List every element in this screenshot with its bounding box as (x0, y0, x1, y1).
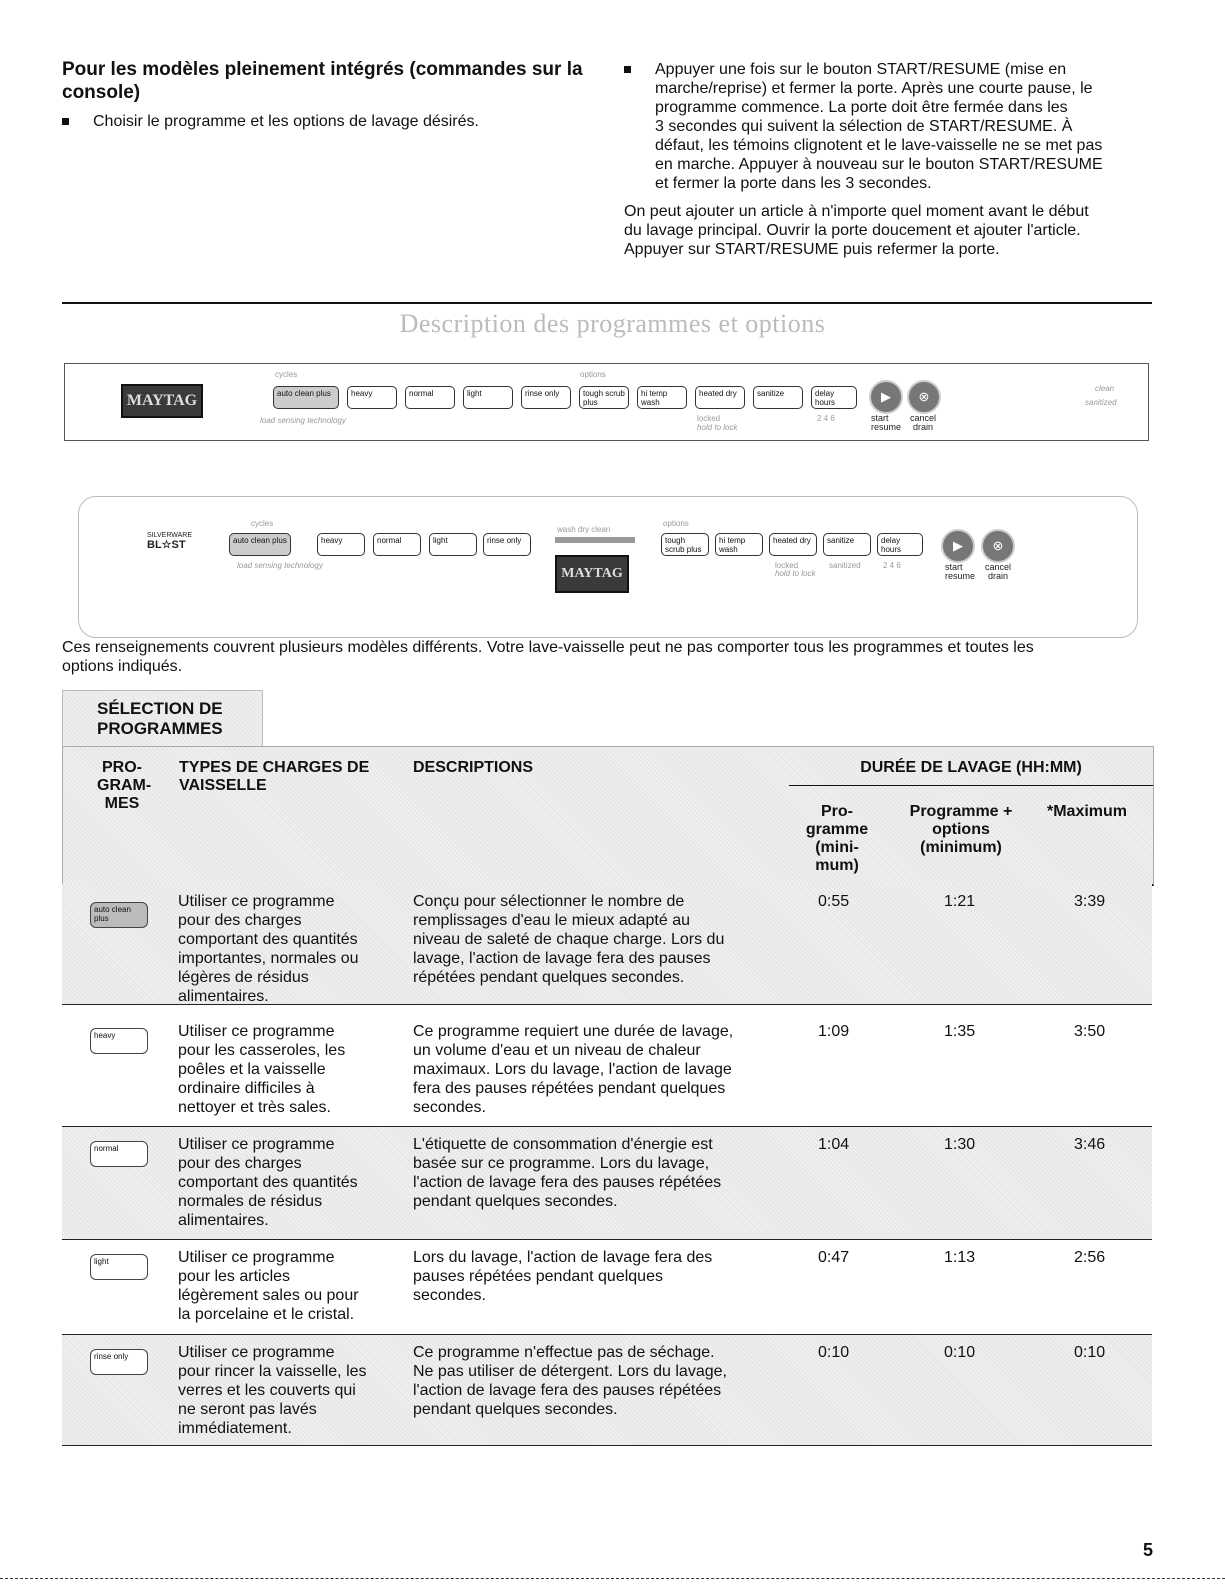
paragraph (624, 202, 1154, 260)
locked-label: locked (775, 561, 799, 570)
header-duration: DURÉE DE LAVAGE (HH:MM) (860, 759, 1082, 776)
table-row (62, 884, 1152, 1005)
control-panel-console (64, 363, 1149, 441)
option-button-sanitize[interactable]: sanitize (823, 533, 871, 556)
text-line: pendant quelques secondes. (413, 1193, 618, 1210)
text-line: Ne pas utiliser de détergent. Lors du lavage, (413, 1363, 727, 1380)
load-types-cell (178, 892, 359, 1006)
text-line: poêles et la vaisselle (178, 1061, 326, 1078)
drain-label: drain (913, 422, 934, 432)
blast-label: BL☆ST (147, 539, 186, 551)
text-line: pour des charges (178, 1155, 302, 1172)
option-button-sanitize[interactable]: sanitize (753, 386, 803, 409)
text-line: en marche. Appuyer à nouveau sur le bouton START/RESUME (655, 156, 1103, 173)
text-line: Ce programme requiert une durée de lavage, (413, 1023, 734, 1040)
description-cell (413, 1022, 733, 1117)
text-line: Utiliser ce programme (178, 893, 335, 910)
text-line: alimentaires. (178, 1212, 269, 1229)
text-line: comportant des quantités (178, 931, 358, 948)
clean-indicator-label: clean (1095, 384, 1115, 393)
text-line: Utiliser ce programme (178, 1249, 335, 1266)
text-line: secondes. (413, 1287, 486, 1304)
start-resume-button[interactable]: ▶ (941, 529, 975, 563)
header-descriptions: DESCRIPTIONS (413, 759, 534, 776)
hold-to-lock-label: hold to lock (775, 569, 816, 578)
normal-button-icon: normal (90, 1141, 148, 1167)
cycle-button-auto-clean-plus[interactable]: auto clean plus (273, 386, 339, 409)
cycle-button-heavy[interactable]: heavy (347, 386, 397, 409)
locked-label: locked (697, 414, 721, 423)
cycle-button-normal[interactable]: normal (373, 533, 421, 556)
options-label: options (580, 370, 606, 379)
cancel-drain-button[interactable]: ⊗ (981, 529, 1015, 563)
cycle-button-light[interactable]: light (429, 533, 477, 556)
duration-with-options: 0:10 (944, 1344, 976, 1361)
cycle-button-rinse-only[interactable]: rinse only (483, 533, 531, 556)
cycle-button-normal[interactable]: normal (405, 386, 455, 409)
header-line: PRO- (102, 759, 142, 776)
option-button-tough-scrub-plus[interactable]: tough scrub plus (661, 533, 709, 556)
duration-minimum: 0:10 (818, 1344, 850, 1361)
text-line: répétées pendant quelques secondes. (413, 969, 685, 986)
text-line: importantes, normales ou (178, 950, 359, 967)
duration-with-options: 1:21 (944, 893, 976, 910)
resume-label: resume (945, 571, 976, 581)
header-maximum: *Maximum (1047, 803, 1128, 820)
text-line: Appuyer une fois sur le bouton START/RESUME (mise en (655, 61, 1067, 78)
page-number: 5 (1142, 1540, 1153, 1560)
bullet-item (62, 112, 602, 134)
cycle-button-auto-clean-plus[interactable]: auto clean plus (229, 533, 291, 556)
text-line: maximaux. Lors du lavage, l'action de lavage (413, 1061, 732, 1078)
description-cell (413, 1135, 721, 1211)
load-types-cell (178, 1343, 367, 1438)
text-line: Utiliser ce programme (178, 1136, 335, 1153)
bullet-text: Choisir le programme et les options de lavage désirés. (93, 113, 479, 130)
duration-maximum: 3:46 (1074, 1136, 1106, 1153)
text-line: options indiqués. (62, 658, 183, 676)
selection-heading-box (62, 690, 263, 748)
text-line: comportant des quantités (178, 1174, 358, 1191)
duration-maximum: 0:10 (1074, 1344, 1106, 1361)
duration-minimum: 1:04 (818, 1136, 850, 1153)
sanitized-indicator-label: sanitized (1085, 398, 1117, 407)
text-line: L'étiquette de consommation d'énergie est (413, 1136, 713, 1153)
text-line: Appuyer sur START/RESUME puis refermer la porte. (624, 241, 1000, 259)
bullet-square-icon (62, 118, 69, 125)
cancel-label: cancel (985, 562, 1012, 572)
header-line: Programme + (909, 803, 1013, 820)
text-line: fera des pauses répétées pendant quelques (413, 1080, 726, 1097)
header-line: VAISSELLE (179, 777, 267, 794)
section-title: Description des programmes et options (399, 309, 826, 338)
option-button-hi-temp-wash[interactable]: hi temp wash (715, 533, 763, 556)
intro-paragraph (62, 638, 1162, 676)
header-line: (minimum) (920, 839, 1002, 856)
status-indicator-bar (555, 537, 635, 543)
light-button-icon: light (90, 1254, 148, 1280)
text-line: On peut ajouter un article à n'importe quel moment avant le début (624, 203, 1089, 220)
text-line: alimentaires. (178, 988, 269, 1005)
header-line: Pro- (821, 803, 853, 820)
resume-label: resume (871, 422, 902, 432)
text-line: Ce programme n'effectue pas de séchage. (413, 1344, 715, 1361)
text-line: normales de résidus (178, 1193, 323, 1210)
text-line: pour des charges (178, 912, 302, 929)
options-label: options (663, 519, 689, 528)
text-line: verres et les couverts qui (178, 1382, 356, 1399)
duration-with-options: 1:35 (944, 1023, 976, 1040)
rinse-only-button-icon: rinse only (90, 1349, 148, 1375)
start-label: start (945, 562, 963, 572)
option-button-heated-dry[interactable]: heated dry (695, 386, 745, 409)
header-line: options (932, 821, 990, 838)
page-bottom-rule (0, 1578, 1225, 1581)
text-line: pour les casseroles, les (178, 1042, 346, 1059)
text-line: niveau de saleté de chaque charge. Lors du (413, 931, 725, 948)
duration-with-options: 1:30 (944, 1136, 976, 1153)
option-button-delay-hours[interactable]: delay hours (811, 386, 857, 409)
text-line: Conçu pour sélectionner le nombre de (413, 893, 685, 910)
duration-minimum: 0:55 (818, 893, 850, 910)
text-line: ne seront pas lavés (178, 1401, 317, 1418)
description-cell (413, 1343, 727, 1419)
cycles-label: cycles (251, 519, 274, 528)
duration-maximum: 2:56 (1074, 1249, 1106, 1266)
cycle-button-light[interactable]: light (463, 386, 513, 409)
text-line: programme commence. La porte doit être fermée dans les (655, 99, 1068, 116)
silverware-label: SILVERWARE (147, 532, 192, 539)
load-types-cell (178, 1022, 345, 1117)
load-types-cell (178, 1248, 359, 1324)
header-line: (mini- (815, 839, 859, 856)
duration-minimum: 0:47 (818, 1249, 850, 1266)
cycle-button-heavy[interactable]: heavy (317, 533, 365, 556)
text-line: pendant quelques secondes. (413, 1401, 618, 1418)
text-line: remplissages d'eau le mieux adapté au (413, 912, 690, 929)
drain-label: drain (988, 571, 1009, 581)
text-line: défaut, les témoins clignotent et le lave-vaisselle ne se met pas (655, 137, 1103, 154)
maytag-logo: MAYTAG (121, 384, 203, 418)
text-line: marche/reprise) et fermer la porte. Après une courte pause, le (655, 80, 1093, 97)
cancel-label: cancel (910, 413, 937, 423)
text-line: nettoyer et très sales. (178, 1099, 331, 1116)
table-row (62, 1014, 1152, 1127)
description-cell (413, 892, 724, 987)
load-sensing-label: load sensing technology (237, 561, 323, 570)
table-row (62, 1240, 1152, 1335)
text-line: lavage, l'action de lavage fera des pauses (413, 950, 711, 967)
option-button-tough-scrub-plus[interactable]: tough scrub plus (579, 386, 629, 409)
header-line: GRAM- (97, 777, 152, 794)
duration-with-options: 1:13 (944, 1249, 976, 1266)
cycles-label: cycles (275, 370, 298, 379)
text-line: Ces renseignements couvrent plusieurs modèles différents. Votre lave-vaisselle peut ne pas comporter tous les programmes et toutes les (62, 639, 1034, 656)
text-line: l'action de lavage fera des pauses répétées (413, 1382, 722, 1399)
text-line: la porcelaine et le cristal. (178, 1306, 355, 1323)
maytag-logo: MAYTAG (555, 555, 629, 593)
hold-to-lock-label: hold to lock (697, 423, 738, 432)
text-line: Lors du lavage, l'action de lavage fera des (413, 1249, 713, 1266)
header-line: MES (104, 795, 140, 812)
header-program-minimum (793, 803, 881, 875)
duration-maximum: 3:50 (1074, 1023, 1106, 1040)
header-programmes (97, 759, 152, 813)
text-line: et fermer la porte dans les 3 secondes. (655, 175, 932, 192)
load-types-cell (178, 1135, 358, 1230)
duration-maximum: 3:39 (1074, 893, 1106, 910)
section-divider (62, 302, 1152, 304)
start-resume-button[interactable]: ▶ (869, 380, 903, 414)
header-program-options (899, 803, 1023, 857)
header-line: TYPES DE CHARGES DE (179, 759, 370, 776)
load-sensing-label: load sensing technology (260, 416, 346, 425)
start-label: start (871, 413, 889, 423)
auto-clean-plus-button-icon: auto clean plus (90, 902, 148, 928)
table-row (62, 1335, 1152, 1446)
text-line: 3 secondes qui suivent la sélection de START/RESUME. À (655, 118, 1073, 135)
text-line: pauses répétées pendant quelques (413, 1268, 663, 1285)
option-button-hi-temp-wash[interactable]: hi temp wash (637, 386, 687, 409)
bullet-square-icon (624, 66, 631, 73)
selection-heading-line: PROGRAMMES (97, 719, 223, 738)
cancel-drain-button[interactable]: ⊗ (907, 380, 941, 414)
status-labels: wash dry clean (557, 525, 611, 534)
text-line: Utiliser ce programme (178, 1023, 335, 1040)
text-line: pour les articles (178, 1268, 291, 1285)
option-button-delay-hours[interactable]: delay hours (877, 533, 923, 556)
text-line: du lavage principal. Ouvrir la porte doucement et ajouter l'article. (624, 222, 1081, 240)
text-line: basée sur ce programme. Lors du lavage, (413, 1155, 710, 1172)
section-heading: Pour les modèles pleinement intégrés (commandes sur la console) (62, 59, 583, 103)
sanitized-label: sanitized (829, 561, 861, 570)
selection-heading-line: SÉLECTION DE (97, 699, 223, 718)
text-line: Utiliser ce programme (178, 1344, 335, 1361)
text-line: légères de résidus (178, 969, 309, 986)
delay-values: 2 4 6 (817, 414, 835, 423)
header-line: gramme (805, 821, 869, 838)
text-line: un volume d'eau et un niveau de chaleur (413, 1042, 701, 1059)
header-divider (789, 785, 1153, 786)
header-line: mum) (815, 857, 859, 874)
control-panel-front (78, 496, 1138, 638)
option-button-heated-dry[interactable]: heated dry (769, 533, 817, 556)
text-line: immédiatement. (178, 1420, 292, 1437)
cycle-button-rinse-only[interactable]: rinse only (521, 386, 571, 409)
text-line: légèrement sales ou pour (178, 1287, 359, 1304)
text-line: ordinaire difficiles à (178, 1080, 315, 1097)
table-header (62, 746, 1154, 886)
table-row (62, 1127, 1152, 1240)
text-line: pour rincer la vaisselle, les (178, 1363, 367, 1380)
duration-minimum: 1:09 (818, 1023, 850, 1040)
description-cell (413, 1248, 712, 1305)
text-line: l'action de lavage fera des pauses répétées (413, 1174, 722, 1191)
heavy-button-icon: heavy (90, 1028, 148, 1054)
text-line: secondes. (413, 1099, 486, 1116)
header-load-types (179, 759, 369, 795)
bullet-item (624, 60, 1154, 200)
delay-values: 2 4 6 (883, 561, 901, 570)
